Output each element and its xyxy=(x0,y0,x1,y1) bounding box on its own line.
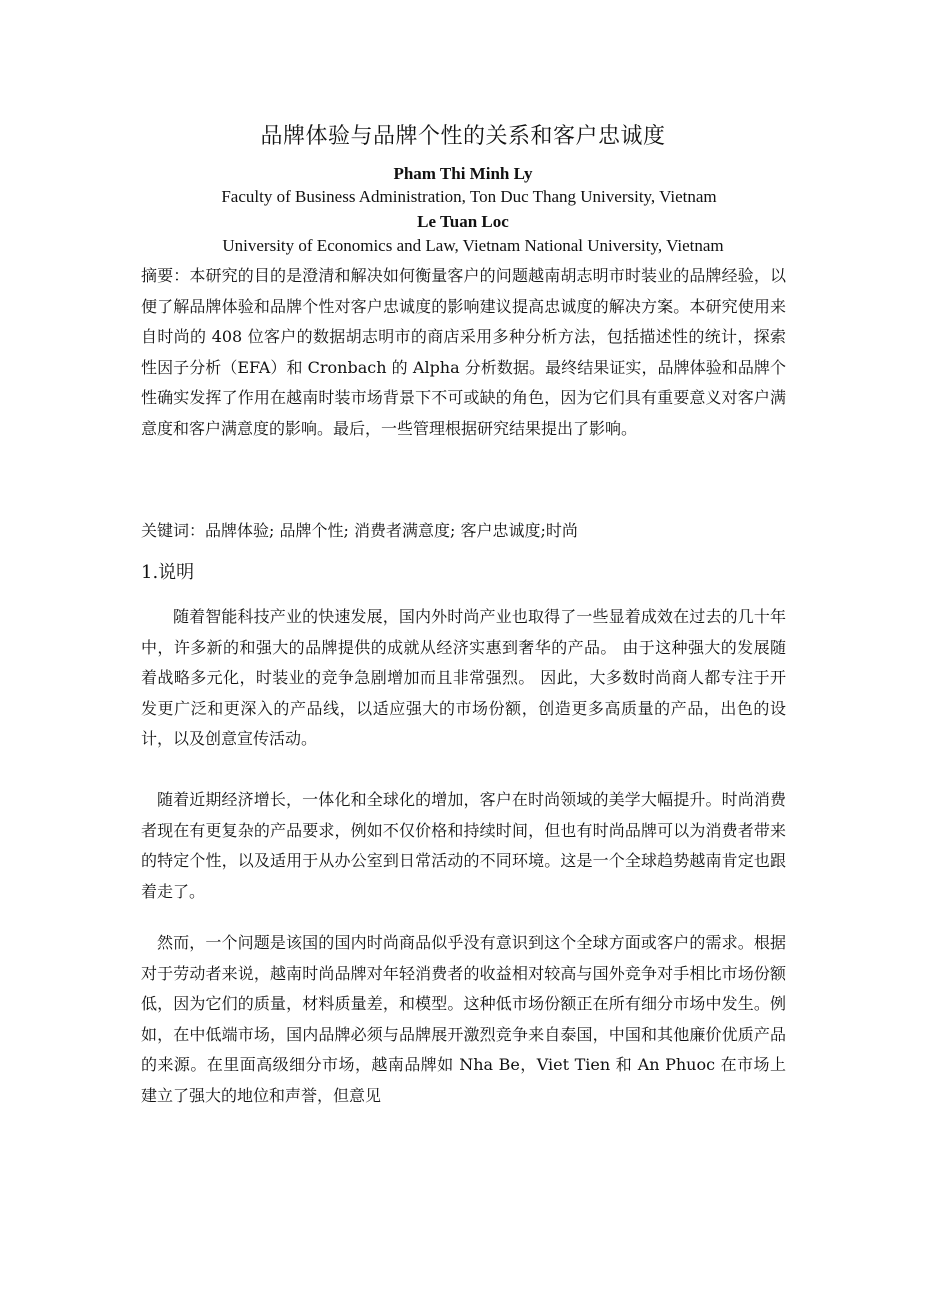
abstract-paragraph: 摘要：本研究的目的是澄清和解决如何衡量客户的问题越南胡志明市时装业的品牌经验，以便了解品牌体验和品牌个性对客户忠诚度的影响建议提高忠诚度的解决方案。本研究使用来自时尚的 408 位客户的数据胡志明市的商店采用多种分析方法，包括描述性的统计，探索性因子分析（EFA）和 Cronbach 的 Alpha 分析数据。最终结果证实，品牌体验和品牌个性确实发挥了作用在越南时装市场背景下不可或缺的角色，因为它们具有重要意义对客户满意度和客户满意度的影响。最后，一些管理根据研究结果提出了影响。 xyxy=(141,266,786,438)
body-paragraph-3: 然而，一个问题是该国的国内时尚商品似乎没有意识到这个全球方面或客户的需求。根据对于劳动者来说，越南时尚品牌对年轻消费者的收益相对较高与国外竞争对手相比市场份额低，因为它们的质量，材料质量差，和模型。这种低市场份额正在所有细分市场中发生。例如，在中低端市场，国内品牌必须与品牌展开激烈竞争来自泰国，中国和其他廉价优质产品的来源。在里面高级细分市场，越南品牌如 Nha Be，Viet Tien 和 An Phuoc 在市场上建立了强大的地位和声誉，但意见 xyxy=(141,933,786,1105)
author-affiliation-2: University of Economics and Law, Vietnam National University, Vietnam xyxy=(222,236,724,255)
keywords-list: 品牌体验; 品牌个性; 消费者满意度; 客户忠诚度;时尚 xyxy=(205,521,578,540)
keywords-line xyxy=(141,516,786,547)
author-affiliation-1: Faculty of Business Administration, Ton Duc Thang University, Vietnam xyxy=(221,187,717,206)
keywords-label: 关键词： xyxy=(141,521,206,540)
author-name-2: Le Tuan Loc xyxy=(417,212,509,231)
body-paragraph-2: 随着近期经济增长，一体化和全球化的增加，客户在时尚领域的美学大幅提升。时尚消费者现在有更复杂的产品要求，例如不仅价格和持续时间，但也有时尚品牌可以为消费者带来的特定个性，以及适用于从办公室到日常活动的不同环境。这是一个全球趋势越南肯定也跟着走了。 xyxy=(141,790,786,901)
paper-title: 品牌体验与品牌个性的关系和客户忠诚度 xyxy=(260,124,666,149)
body-paragraph-1: 随着智能科技产业的快速发展，国内外时尚产业也取得了一些显着成效在过去的几十年中，许多新的和强大的品牌提供的成就从经济实惠到奢华的产品。 由于这种强大的发展随着战略多元化，时装业的竞争急剧增加而且非常强烈。 因此，大多数时尚商人都专注于开发更广泛和更深入的产品线，以适应强大的市场份额，创造更多高质量的产品，出色的设计，以及创意宣传活动。 xyxy=(141,607,786,748)
author-name-1: Pham Thi Minh Ly xyxy=(393,164,533,183)
section-heading: 1.说明 xyxy=(141,562,195,583)
